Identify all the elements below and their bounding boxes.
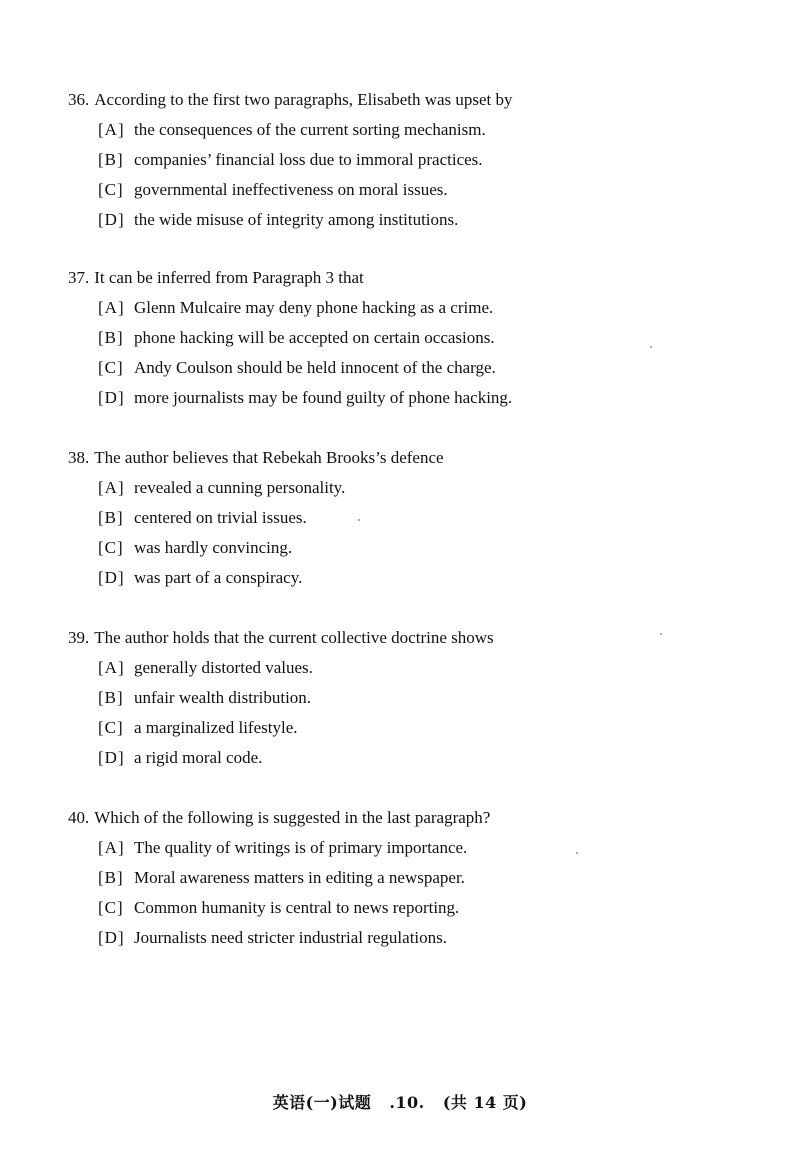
question-stem <box>68 88 768 112</box>
option-text: Andy Coulson should be held innocent of the charge. <box>134 358 496 377</box>
option-d[interactable] <box>98 208 768 232</box>
option-text: The quality of writings is of primary importance. <box>134 838 468 857</box>
question-38 <box>68 446 768 590</box>
option-a[interactable] <box>98 836 768 860</box>
question-text: The author believes that Rebekah Brooks’s defence <box>94 448 444 467</box>
option-letter: [B] <box>98 868 124 887</box>
question-text: According to the first two paragraphs, Elisabeth was upset by <box>94 90 513 109</box>
option-b[interactable] <box>98 866 768 890</box>
question-number: 36. <box>68 90 90 109</box>
option-letter: [C] <box>98 180 124 199</box>
option-b[interactable] <box>98 148 768 172</box>
question-stem <box>68 626 768 650</box>
footer-subject: 英语(一)试题 <box>272 1093 372 1112</box>
option-b[interactable] <box>98 506 768 530</box>
option-letter: [C] <box>98 358 124 377</box>
question-text: It can be inferred from Paragraph 3 that <box>94 268 364 287</box>
option-text: Moral awareness matters in editing a newspaper. <box>134 868 465 887</box>
question-39 <box>68 626 768 770</box>
option-text: the consequences of the current sorting mechanism. <box>134 120 486 139</box>
option-letter: [A] <box>98 838 125 857</box>
option-letter: [D] <box>98 210 125 229</box>
option-text: centered on trivial issues. <box>134 508 307 527</box>
option-d[interactable] <box>98 566 768 590</box>
scan-speck <box>660 633 662 635</box>
option-text: Journalists need stricter industrial regulations. <box>134 928 448 947</box>
option-b[interactable] <box>98 686 768 710</box>
option-d[interactable] <box>98 386 768 410</box>
question-40 <box>68 806 768 950</box>
question-stem <box>68 266 768 290</box>
option-a[interactable] <box>98 656 768 680</box>
option-b[interactable] <box>98 326 768 350</box>
question-text: The author holds that the current collective doctrine shows <box>94 628 494 647</box>
option-text: the wide misuse of integrity among institutions. <box>134 210 459 229</box>
option-letter: [C] <box>98 538 124 557</box>
footer-page-number: .10. <box>389 1093 425 1112</box>
option-text: Common humanity is central to news reporting. <box>134 898 460 917</box>
option-c[interactable] <box>98 536 768 560</box>
option-text: more journalists may be found guilty of phone hacking. <box>134 388 513 407</box>
option-text: generally distorted values. <box>134 658 313 677</box>
question-stem <box>68 806 768 830</box>
option-c[interactable] <box>98 896 768 920</box>
question-stem <box>68 446 768 470</box>
footer-total-pages: (共 14 页) <box>442 1093 528 1112</box>
option-letter: [A] <box>98 658 125 677</box>
option-text: Glenn Mulcaire may deny phone hacking as a crime. <box>134 298 494 317</box>
option-letter: [A] <box>98 298 125 317</box>
option-letter: [B] <box>98 150 124 169</box>
option-d[interactable] <box>98 926 768 950</box>
question-number: 40. <box>68 808 90 827</box>
option-letter: [D] <box>98 748 125 767</box>
option-a[interactable] <box>98 476 768 500</box>
question-37 <box>68 266 768 410</box>
question-number: 37. <box>68 268 90 287</box>
option-letter: [A] <box>98 120 125 139</box>
scan-speck <box>358 519 360 521</box>
option-text: a marginalized lifestyle. <box>134 718 298 737</box>
option-letter: [C] <box>98 718 124 737</box>
option-letter: [B] <box>98 508 124 527</box>
option-text: phone hacking will be accepted on certain occasions. <box>134 328 495 347</box>
option-text: revealed a cunning personality. <box>134 478 346 497</box>
option-letter: [B] <box>98 328 124 347</box>
option-text: governmental ineffectiveness on moral issues. <box>134 180 448 199</box>
question-number: 39. <box>68 628 90 647</box>
option-letter: [D] <box>98 568 125 587</box>
option-letter: [D] <box>98 388 125 407</box>
page-footer <box>0 1090 800 1113</box>
scan-speck <box>650 346 652 348</box>
option-c[interactable] <box>98 356 768 380</box>
option-letter: [A] <box>98 478 125 497</box>
option-text: companies’ financial loss due to immoral practices. <box>134 150 483 169</box>
option-letter: [B] <box>98 688 124 707</box>
scan-speck <box>576 852 578 854</box>
option-d[interactable] <box>98 746 768 770</box>
option-a[interactable] <box>98 118 768 142</box>
option-letter: [D] <box>98 928 125 947</box>
question-text: Which of the following is suggested in the last paragraph? <box>94 808 491 827</box>
option-c[interactable] <box>98 178 768 202</box>
option-letter: [C] <box>98 898 124 917</box>
option-a[interactable] <box>98 296 768 320</box>
question-number: 38. <box>68 448 90 467</box>
question-36 <box>68 88 768 232</box>
option-text: a rigid moral code. <box>134 748 263 767</box>
option-text: was hardly convincing. <box>134 538 293 557</box>
option-text: unfair wealth distribution. <box>134 688 312 707</box>
option-c[interactable] <box>98 716 768 740</box>
option-text: was part of a conspiracy. <box>134 568 303 587</box>
